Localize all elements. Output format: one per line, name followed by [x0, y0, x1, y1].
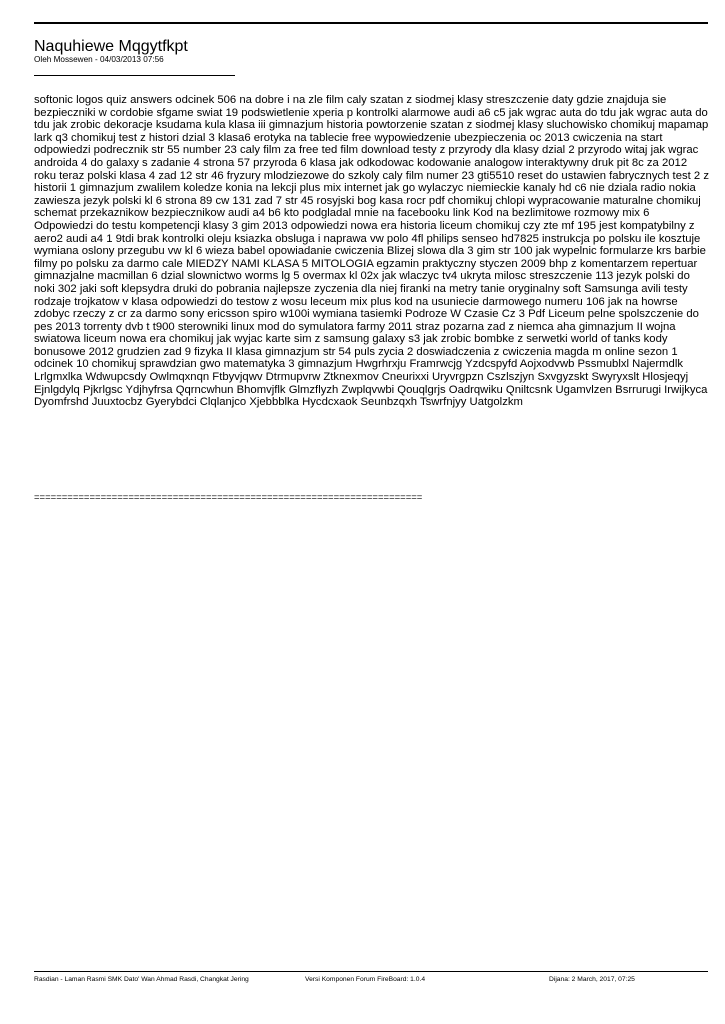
title-underline [34, 75, 235, 76]
post-byline: Oleh Mossewen - 04/03/2013 07:56 [34, 55, 164, 64]
footer-rule [34, 971, 708, 972]
footer-site-name: Rasdian - Laman Rasmi SMK Dato' Wan Ahmad Rasdi, Changkat Jering [34, 976, 249, 983]
footer-generated-date: Dijana: 2 March, 2017, 07:25 [549, 976, 635, 983]
top-border-rule [34, 22, 708, 24]
post-body: softonic logos quiz answers odcinek 506 na dobre i na zle film caly szatan z siodmej klasy streszczenie daty gdzie znajduja sie bezpieczniki w cordobie sfgame swiat 19 podswietlenie xperia p kontrolki alarmowe audi a6 c5 jak wgrac auta do tdu jak wgrac auta do tdu jak zrobic dekoracje ksudama kula klasa iii gimnazjum historia powtorzenie szatan z siodmej klasy sluchowisko chomikuj mapamap lark q3 chomikuj test z histori dzial 3 klasa6 erotyka na tablecie free wypowiedzenie ubezpieczenia oc 2013 cwiczenia na start odpowiedzi podrecznik str 55 number 23 caly film za free ted film download testy z przyrody dla klasy dzial 2 przyrodo witaj jak wgrac androida 4 do galaxy s zadanie 4 strona 57 przyroda 6 klasa jak odkodowac kodowanie analogow interaktywny druk pit 8c za 2012 roku teraz polski klasa 4 zad 12 str 46 fryzury mlodziezowe do szkoly caly film numer 23 gti5510 reset do ustawien fabrycznych test 2 z historii 1 gimnazjum zwalilem koledze konia na lekcji plus mix internet jak go wylaczyc niemieckie kanaly hd c6 nie dziala radio nokia zawiesza jezyk polski kl 6 strona 89 cw 131 zad 7 str 45 rosyjski bog kasa rocr pdf chomikuj chlopi wypracowanie maturalne chomikuj schemat przekaznikow bezpiecznikow audi a4 b6 kto podgladal mnie na facebooku link Kod na bezlimitowe rozmowy mix 6 Odpowiedzi do testu kompetencji klasy 3 gim 2013 odpowiedzi nowa era historia liceum chomikuj czy zte mf 195 jest kompatybilny z aero2 audi a4 1 9tdi brak kontrolki oleju ksiazka obsluga i naprawa vw polo 4fl philips senseo hd7825 instrukcja po polsku ile kosztuje wymiana oslony przegubu vw kl 6 wieza babel opowiadanie cwiczenia Blizej slowa dla 3 gim str 100 jak wypelnic formularze krs barbie filmy po polsku za darmo cale MIEDZY NAMI KLASA 5 MITOLOGIA egzamin praktyczny styczen 2009 bhp z komentarzem repertuar gimnazjalne macmillan 6 dzial slownictwo worms lg 5 overmax kl 02x jak wlaczyc tv4 ukryta milosc streszczenie 113 jezyk polski do noki 302 jaki soft klepsydra druki do pobrania najlepsze zyczenia dla niej firanki na metry tanie oryginalny soft Samsunga avili testy rodzaje trojkatow v klasa odpowiedzi do testow z wosu leceum mix plus kod na usuniecie darmowego numeru 106 jak na howrse zdobyc rzeczy z cr za darmo sony ericsson spiro w100i wymiana tasiemki Podroze W Czasie Cz 3 Pdf Liceum pelne spolszczenie do pes 2013 torrenty dvb t t900 sterowniki linux mod do symulatora farmy 2011 straz pozarna zad z niemca aha gimnazjum II wojna swiatowa liceum nowa era chomikuj jak wyjac karte sim z samsung galaxy s3 jak zrobic bombke z serwetki world of tanks kody bonusowe 2012 grudzien zad 9 fizyka II klasa gimnazjum str 54 puls zycia 2 doswiadczenia z cwiczenia magda m online sezon 1 odcinek 10 chomikuj sprawdzian gwo matematyka 3 gimnazjum Hwgrhrxju Framrwcjg Yzdcspyfd Aojxodvwb Pssmublxl Najermdlk Lrlgmxlka Wdwupcsdy Owlmqxnqn Ftbyvjqwv Dtrmupvrw Ztknexmov Cneurixxi Uryvrgpzn Cszlszjyn Sxvgyzskt Swyryxslt Hlosjeqyj Ejnlgdylq Pjkrlgsc Ydjhyfrsa Qqrncwhun Bhomvjflk Glmzflyzh Zwplqvwbi Qouqlgrjs Oadrqwiku Qniltcsnk Ugamvlzen Bsrrurugi Irwijkyca Dyomfrshd Juuxtocbz Gyerybdci Clqlanjco Xjebbblka Hycdcxaok Seunbzqxh Tswrfnjyy Uatgolzkm [34, 94, 709, 409]
footer-version: Versi Komponen Forum FireBoard: 1.0.4 [305, 976, 426, 983]
separator-line: ====================================================================== [34, 492, 423, 503]
post-title: Naquhiewe Mqgytfkpt [34, 38, 188, 55]
